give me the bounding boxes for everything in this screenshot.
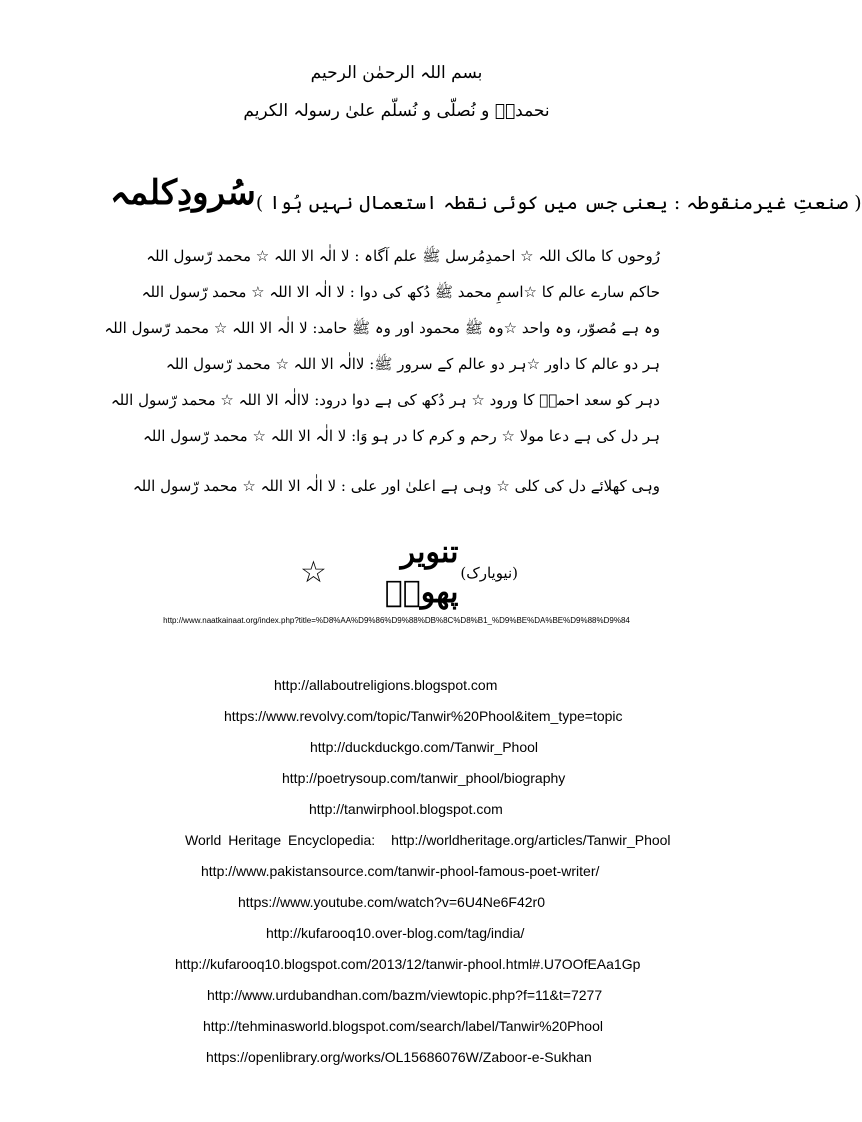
verse-line: رُوحوں کا مالک اللہ ☆ احمدِمُرسل ﷺ علم آگاہ : لا الٰہ الا اللہ ☆ محمد رّسول اللہ [146, 247, 660, 265]
link-tanwirphool-blog[interactable]: http://tanwirphool.blogspot.com [309, 801, 503, 817]
verse-line: وہی کھلائے دل کی کلی ☆ وہی ہے اعلیٰ اور علی : لا الٰہ الا اللہ ☆ محمد رّسول اللہ [132, 477, 660, 495]
verse-line: حاکم سارے عالم کا ☆اسمِ محمد ﷺ دُکھ کی دوا : لا الٰہ الا اللہ ☆ محمد رّسول اللہ [141, 283, 660, 301]
link-overblog[interactable]: http://kufarooq10.over-blog.com/tag/india/ [266, 925, 525, 941]
source-url-link[interactable]: http://www.naatkainaat.org/index.php?title=%D8%AA%D9%86%D9%88%DB%8C%D8%B1_%D9%BE%DA%BE%D9%88%D9%84 [163, 616, 630, 625]
verse-line: دہر کو سعد احمدؐ کا ورود ☆ ہر دُکھ کی ہے دوا درود: لاالٰہ الا اللہ ☆ محمد رّسول اللہ [110, 391, 660, 409]
link-youtube[interactable]: https://www.youtube.com/watch?v=6U4Ne6F42r0 [238, 894, 545, 910]
link-urdubandhan[interactable]: http://www.urdubandhan.com/bazm/viewtopic.php?f=11&t=7277 [207, 987, 603, 1003]
poet-name: تنویر پھولؔ [384, 535, 459, 610]
link-worldheritage[interactable]: http://worldheritage.org/articles/Tanwir_Phool [391, 832, 671, 848]
poet-city: (نیویارک) [460, 564, 518, 582]
link-poetrysoup[interactable]: http://poetrysoup.com/tanwir_phool/biography [282, 770, 566, 786]
verse-line: ہر دل کی ہے دعا مولا ☆ رحم و کرم کا در ہو وَا: لا الٰہ الا اللہ ☆ محمد رّسول اللہ [142, 427, 660, 445]
link-revolvy[interactable]: https://www.revolvy.com/topic/Tanwir%20Phool&item_type=topic [224, 708, 623, 724]
poem-title: سُرودِکلمہ [110, 173, 256, 213]
verse-line: ہر دو عالم کا داور ☆ہر دو عالم کے سرور ﷺ: لاالٰہ الا اللہ ☆ محمد رّسول اللہ [165, 355, 660, 373]
world-heritage-label: World Heritage Encyclopedia: [185, 832, 376, 848]
link-openlibrary[interactable]: https://openlibrary.org/works/OL15686076W/Zaboor-e-Sukhan [206, 1049, 592, 1065]
world-heritage-line [185, 831, 671, 849]
bismillah-heading: بسم اللہ الرحمٰن الرحیم [310, 63, 483, 83]
verse-line: وہ ہے مُصوّر، وہ واحد ☆وہ ﷺ محمود اور وہ ﷺ حامد: لا الٰہ الا اللہ ☆ محمد رّسول اللہ [104, 319, 660, 337]
link-allaboutreligions[interactable]: http://allaboutreligions.blogspot.com [274, 677, 498, 693]
poem-title-row [110, 158, 862, 218]
hamd-line: نحمدہٗ و نُصلّی و نُسلّم علیٰ رسولہ الکریم [243, 101, 550, 121]
link-pakistansource[interactable]: http://www.pakistansource.com/tanwir-phool-famous-poet-writer/ [201, 863, 600, 879]
poem-subtitle: ( صنعتِ غیرمنقوطہ : یعنی جس میں کوئی نقطہ استعمال نہیں ہُوا ) [255, 192, 862, 214]
poet-signature [300, 535, 530, 610]
link-kufarooq-blogspot[interactable]: http://kufarooq10.blogspot.com/2013/12/tanwir-phool.html#.U7OOfEAa1Gp [175, 956, 641, 972]
link-duckduckgo[interactable]: http://duckduckgo.com/Tanwir_Phool [310, 739, 539, 755]
verse-list [104, 238, 660, 504]
star-icon: ☆ [300, 555, 327, 590]
link-tehminasworld[interactable]: http://tehminasworld.blogspot.com/search/label/Tanwir%20Phool [203, 1018, 603, 1034]
